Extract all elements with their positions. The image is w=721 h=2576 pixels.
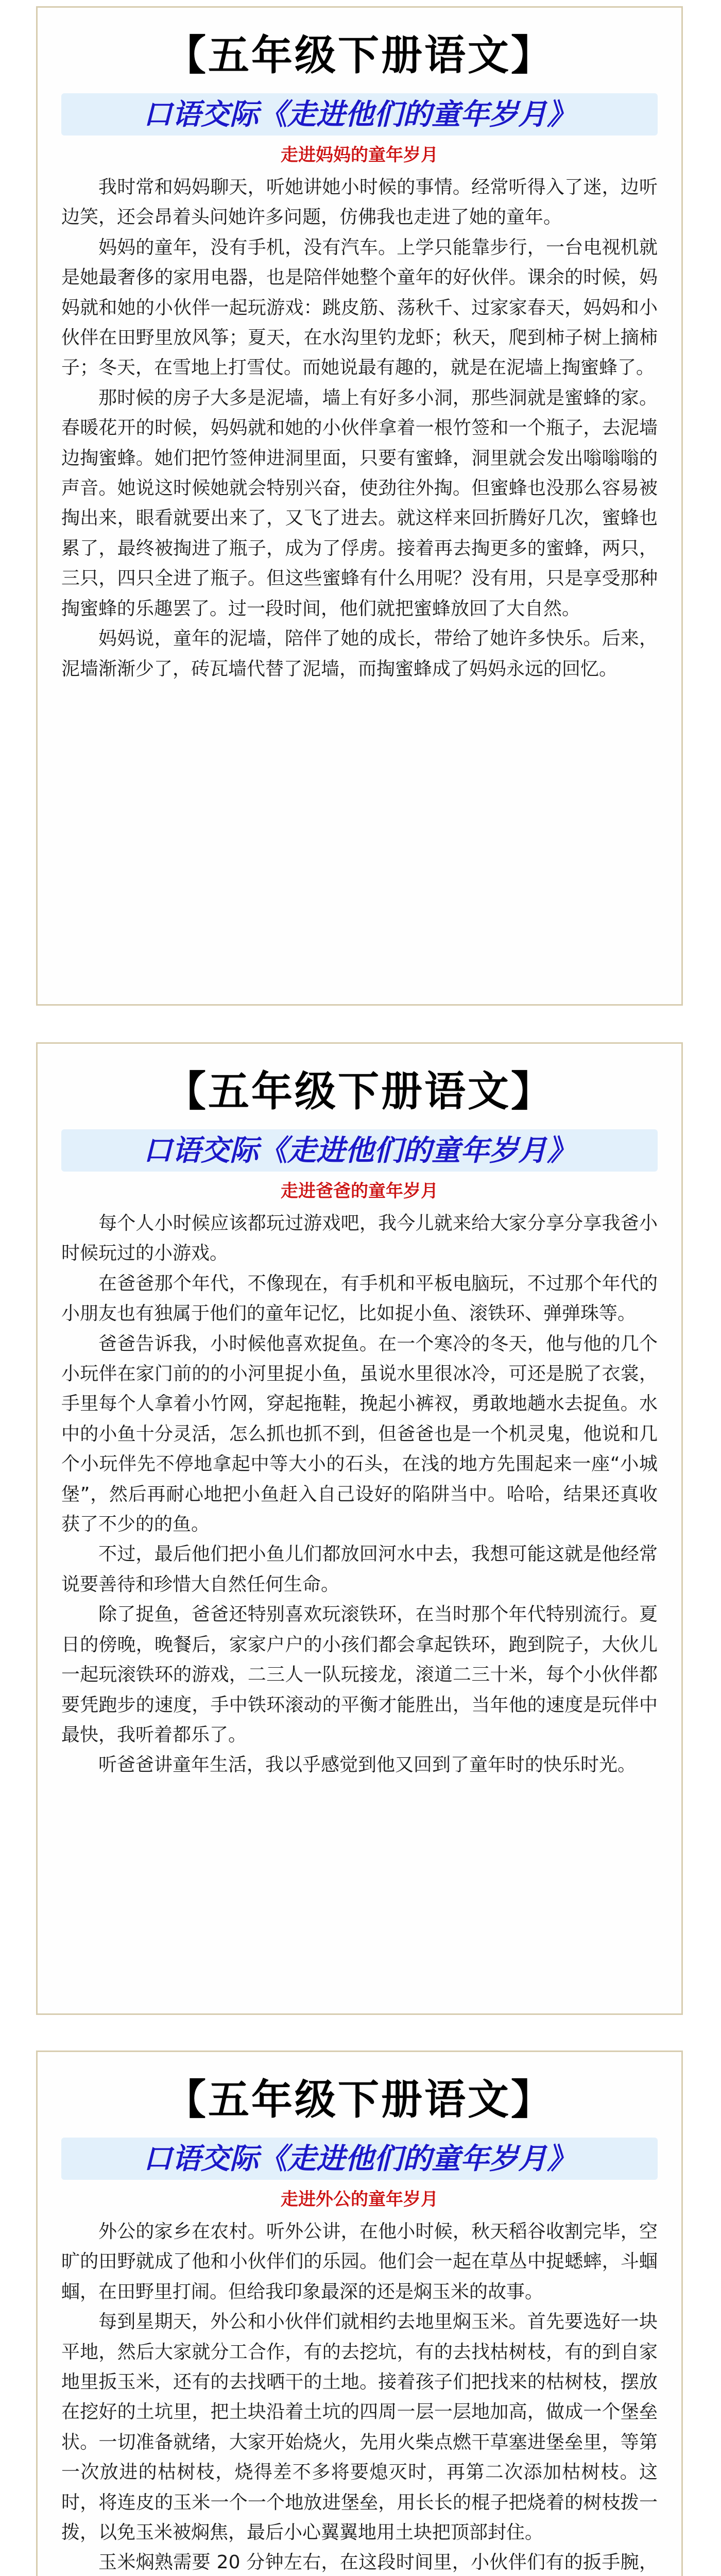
story-paragraph: 在爸爸那个年代，不像现在，有手机和平板电脑玩，不过那个年代的小朋友也有独属于他们的童年记忆，比如捉小鱼、滚铁环、弹弹珠等。 <box>61 1273 658 1325</box>
topic-banner: 口语交际《走进他们的童年岁月》 <box>61 2138 658 2180</box>
topic-banner: 口语交际《走进他们的童年岁月》 <box>61 1129 658 1172</box>
story-paragraph: 爸爸告诉我，小时候他喜欢捉鱼。在一个寒冷的冬天，他与他的几个小玩伴在家门前的的小河里捉小鱼，虽说水里很冰冷，可还是脱了衣裳，手里每个人拿着小竹网，穿起拖鞋，挽起小裤衩，勇敢地趟水去捉鱼。水中的小鱼十分灵活，怎么抓也抓不到，但爸爸也是一个机灵鬼，他说和几个小玩伴先不停地拿起中等大小的石头，在浅的地方先围起来一座“小城堡”，然后再耐心地把小鱼赶入自己设好的陷阱当中。哈哈，结果还真收获了不少的的鱼。 <box>61 1333 658 1535</box>
story-card-dad <box>36 1042 683 2015</box>
page-title: 【五年级下册语文】 <box>165 1067 554 1115</box>
story-subtitle: 走进外公的童年岁月 <box>281 2189 438 2210</box>
story-paragraph: 每到星期天，外公和小伙伴们就相约去地里焖玉米。首先要选好一块平地，然后大家就分工合作，有的去挖坑，有的去找枯树枝，有的到自家地里扳玉米，还有的去找晒干的土地。接着孩子们把找来的枯树枝，摆放在挖好的土坑里，把土块沿着土坑的四周一层一层地加高，做成一个堡垒状。一切准备就绪，大家开始烧火，先用火柴点燃干草塞进堡垒里，等第一次放进的枯树枝，烧得差不多将要熄灭时，再第二次添加枯树枝。这时，将连皮的玉米一个一个地放进堡垒，用长长的棍子把烧着的树枝拨一拨，以免玉米被焖焦，最后小心翼翼地用土块把顶部封住。 <box>61 2311 658 2544</box>
story-paragraph: 外公的家乡在农村。听外公讲，在他小时候，秋天稻谷收割完毕，空旷的田野就成了他和小伙伴们的乐园。他们会一起在草丛中捉蟋蟀，斗蝈蝈，在田野里打闹。但给我印象最深的还是焖玉米的故事。 <box>61 2221 658 2302</box>
story-paragraph: 每个人小时候应该都玩过游戏吧，我今儿就来给大家分享分享我爸小时候玩过的小游戏。 <box>61 1213 658 1264</box>
topic-banner: 口语交际《走进他们的童年岁月》 <box>61 93 658 135</box>
story-card-mom <box>36 6 683 1006</box>
page-title: 【五年级下册语文】 <box>165 2075 554 2124</box>
story-subtitle: 走进爸爸的童年岁月 <box>281 1181 438 1201</box>
story-paragraph: 我时常和妈妈聊天，听她讲她小时候的事情。经常听得入了迷，边听边笑，还会昂着头问她许多问题，仿佛我也走进了她的童年。 <box>61 177 658 228</box>
story-card-grandpa <box>36 2050 683 2576</box>
story-paragraph: 听爸爸讲童年生活，我以乎感觉到他又回到了童年时的快乐时光。 <box>98 1754 637 1776</box>
story-paragraph: 除了捉鱼，爸爸还特别喜欢玩滚铁环，在当时那个年代特别流行。夏日的傍晚，晚餐后，家家户户的小孩们都会拿起铁环，跑到院子，大伙儿一起玩滚铁环的游戏，二三人一队玩接龙，滚道二三十米，每个小伙伴都要凭跑步的速度，手中铁环滚动的平衡才能胜出，当年他的速度是玩伴中最快，我听着都乐了。 <box>61 1604 658 1745</box>
story-subtitle: 走进妈妈的童年岁月 <box>281 145 438 165</box>
story-paragraph: 那时候的房子大多是泥墙，墙上有好多小洞，那些洞就是蜜蜂的家。春暖花开的时候，妈妈就和她的小伙伴拿着一根竹签和一个瓶子，去泥墙边掏蜜蜂。她们把竹签伸进洞里面，只要有蜜蜂，洞里就会发出嗡嗡嗡的声音。她说这时候她就会特别兴奋，使劲往外掏。但蜜蜂也没那么容易被掏出来，眼看就要出来了，又飞了进去。就这样来回折腾好几次，蜜蜂也累了，最终被掏进了瓶子，成为了俘虏。接着再去掏更多的蜜蜂，两只，三只，四只全进了瓶子。但这些蜜蜂有什么用呢？没有用，只是享受那种掏蜜蜂的乐趣罢了。过一段时间，他们就把蜜蜂放回了大自然。 <box>61 387 658 619</box>
page-title: 【五年级下册语文】 <box>165 31 554 79</box>
story-paragraph: 妈妈的童年，没有手机，没有汽车。上学只能靠步行，一台电视机就是她最奢侈的家用电器，也是陪伴她整个童年的好伙伴。课余的时候，妈妈就和她的小伙伴一起玩游戏：跳皮筋、荡秋千、过家家春天，妈妈和小伙伴在田野里放风筝；夏天，在水沟里钓龙虾；秋天，爬到柿子树上摘柿子；冬天，在雪地上打雪仗。而她说最有趣的，就是在泥墙上掏蜜蜂了。 <box>61 236 658 379</box>
story-paragraph: 玉米焖熟需要 20 分钟左右，在这段时间里，小伙伴们有的扳手腕， <box>98 2552 658 2573</box>
story-paragraph: 妈妈说，童年的泥墙，陪伴了她的成长，带给了她许多快乐。后来，泥墙渐渐少了，砖瓦墙代替了泥墙，而掏蜜蜂成了妈妈永远的回忆。 <box>61 628 658 680</box>
story-paragraph: 不过，最后他们把小鱼儿们都放回河水中去，我想可能这就是他经常说要善待和珍惜大自然任何生命。 <box>61 1544 658 1595</box>
